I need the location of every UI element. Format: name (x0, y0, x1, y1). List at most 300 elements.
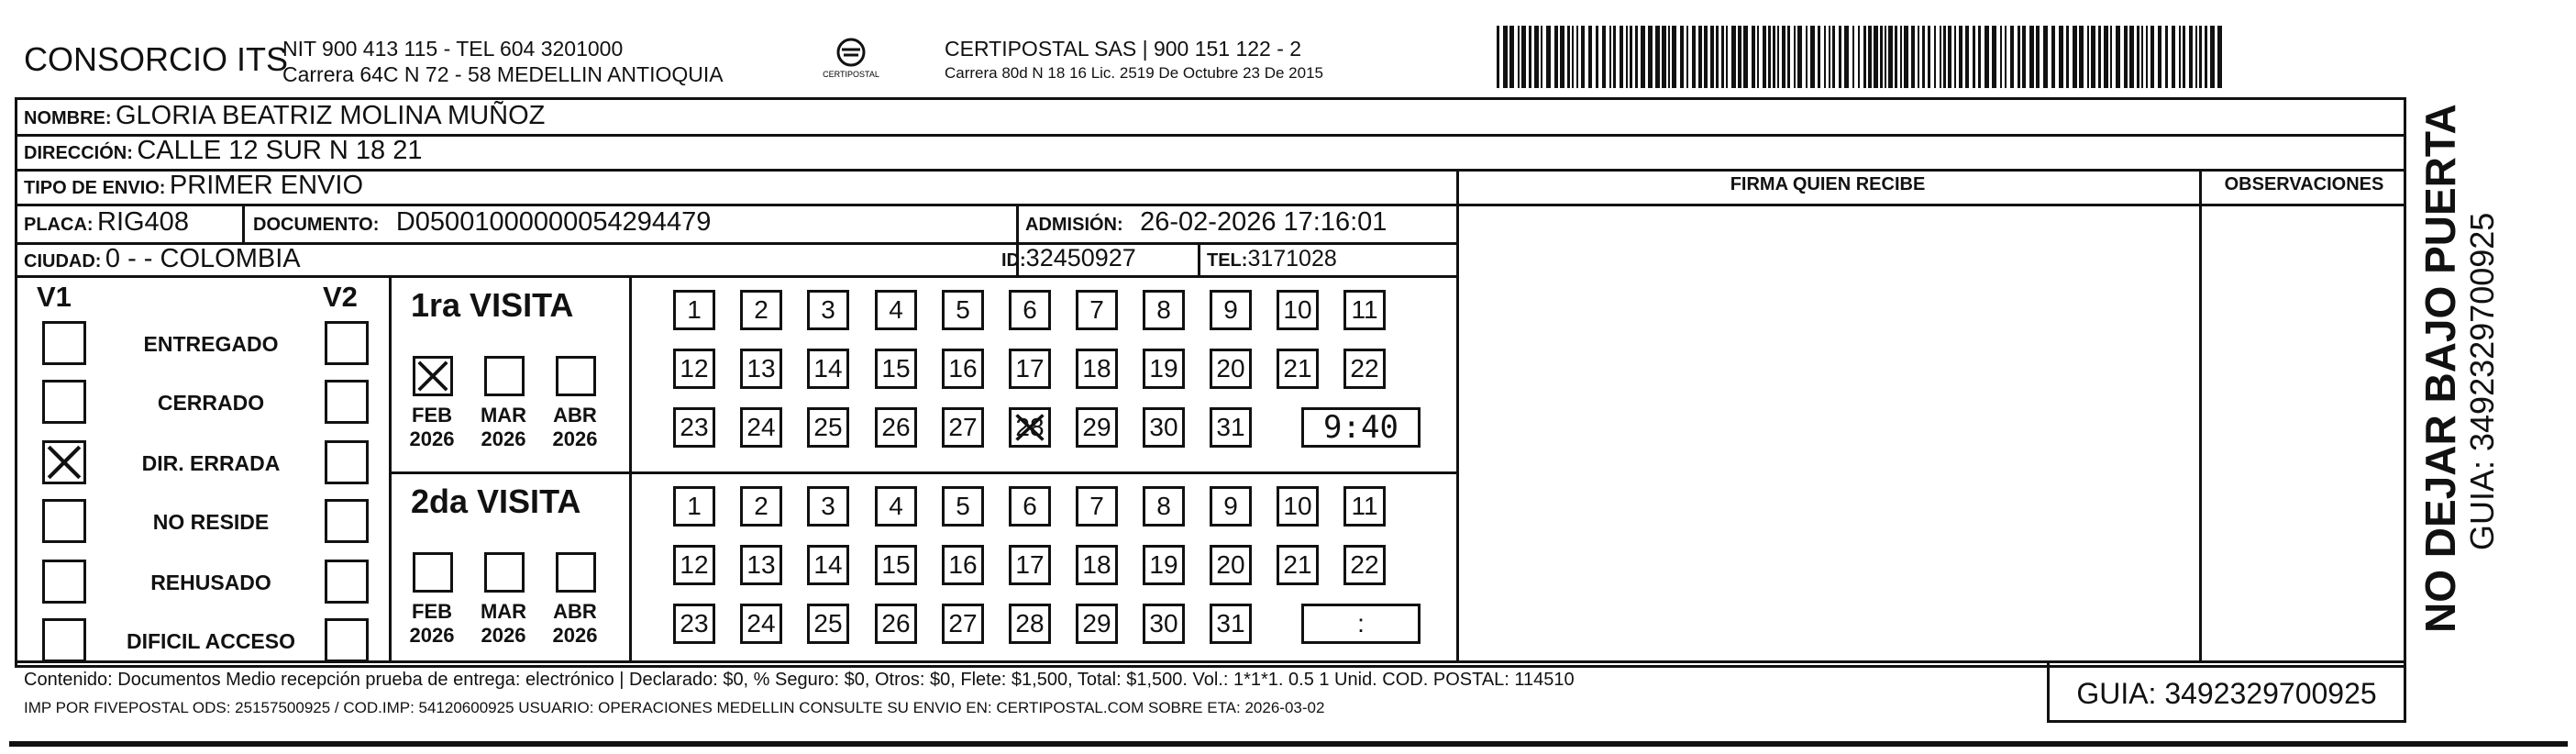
barcode-bar (1655, 26, 1660, 88)
month-year: 2026 (552, 427, 598, 450)
day-box[interactable] (1009, 290, 1051, 330)
day-box[interactable] (942, 604, 984, 644)
barcode-bar (1782, 26, 1786, 88)
day-number: 25 (813, 413, 843, 441)
day-box[interactable] (942, 486, 984, 527)
day-box[interactable] (740, 604, 782, 644)
barcode-bar (1844, 26, 1849, 88)
day-number: 3 (821, 492, 835, 520)
direccion-label: DIRECCIÓN: (24, 143, 133, 163)
day-box[interactable] (942, 407, 984, 448)
month-label (543, 404, 607, 451)
status-v1-checkbox[interactable] (42, 440, 86, 484)
tel-label: TEL: (1207, 250, 1248, 271)
day-box[interactable] (1076, 545, 1118, 585)
company-name: CONSORCIO ITS (24, 40, 289, 78)
barcode-bar (1541, 26, 1542, 88)
month-year: 2026 (409, 427, 455, 450)
day-box[interactable] (673, 604, 715, 644)
observaciones-area[interactable] (2203, 207, 2405, 659)
barcode-bar (2010, 26, 2014, 88)
barcode-bar (1576, 26, 1578, 88)
day-number: 17 (1015, 550, 1045, 579)
barcode-bar (1588, 26, 1592, 88)
visit-time-field[interactable] (1301, 407, 1421, 448)
day-number: 24 (746, 609, 776, 638)
barcode-bar (1596, 26, 1598, 88)
barcode-bar (1620, 26, 1623, 88)
day-number: 8 (1156, 295, 1171, 324)
day-number: 26 (881, 413, 911, 441)
day-number: 22 (1350, 550, 1379, 579)
month-name: ABR (553, 404, 597, 427)
status-label: DIFICIL ACCESO (126, 629, 295, 653)
barcode-bar (2205, 26, 2207, 88)
tel-value: 3171028 (1247, 246, 1337, 272)
day-number: 12 (680, 550, 709, 579)
day-number: 19 (1149, 354, 1178, 383)
day-box[interactable] (1143, 604, 1185, 644)
admision-label: ADMISIÓN: (1025, 215, 1123, 235)
day-box[interactable] (1143, 545, 1185, 585)
barcode-bar (1602, 26, 1606, 88)
carrier-sub: Carrera 80d N 18 16 Lic. 2519 De Octubre 23 De 2015 (945, 64, 1323, 82)
visit-title: 2da VISITA (411, 482, 581, 520)
barcode-bar (1787, 26, 1790, 88)
barcode-bar (1680, 26, 1684, 88)
month-year: 2026 (409, 624, 455, 647)
barcode-bar (2129, 26, 2134, 88)
month-label (543, 600, 607, 648)
day-number: 6 (1023, 492, 1037, 520)
barcode-bar (1509, 26, 1514, 88)
barcode-bar (1613, 26, 1616, 88)
barcode-bar (1752, 26, 1755, 88)
day-box[interactable] (1343, 486, 1386, 527)
barcode-bar (1928, 26, 1930, 88)
day-box[interactable] (1143, 486, 1185, 527)
barcode-bar (2158, 26, 2161, 88)
day-box[interactable] (807, 290, 849, 330)
day-box[interactable] (875, 349, 917, 389)
barcode-bar (2059, 26, 2063, 88)
day-box[interactable] (740, 486, 782, 527)
barcode-bar (1521, 26, 1526, 88)
barcode-bar (1794, 26, 1796, 88)
day-box[interactable] (807, 407, 849, 448)
barcode-bar (1572, 26, 1574, 88)
barcode-bar (1839, 26, 1841, 88)
day-box[interactable] (740, 407, 782, 448)
day-number: 12 (680, 354, 709, 383)
day-number: 6 (1023, 295, 1037, 324)
barcode-bar (2150, 26, 2154, 88)
day-box[interactable] (1076, 349, 1118, 389)
status-v2-checkbox[interactable] (325, 321, 369, 365)
barcode-bar (1959, 26, 1962, 88)
day-number: 21 (1283, 354, 1312, 383)
day-box[interactable] (740, 290, 782, 330)
day-box[interactable] (1343, 349, 1386, 389)
documento-value: D05001000000054294479 (395, 207, 712, 237)
day-number: 21 (1283, 550, 1312, 579)
admision-value: 26-02-2026 17:16:01 (1140, 207, 1388, 237)
barcode-bar (1973, 26, 1975, 88)
day-box[interactable] (673, 290, 715, 330)
day-box[interactable] (1277, 349, 1319, 389)
status-v2-checkbox[interactable] (325, 380, 369, 424)
certipostal-logo (814, 37, 888, 88)
status-v1-checkbox[interactable] (42, 321, 86, 365)
barcode-bar (2043, 26, 2048, 88)
barcode-bar (1943, 26, 1946, 88)
barcode-bar (1797, 26, 1802, 88)
side-warning: NO DEJAR BAJO PUERTA (2416, 104, 2464, 633)
day-box[interactable] (1277, 486, 1319, 527)
barcode-bar (1773, 26, 1775, 88)
month-label (400, 404, 464, 451)
month-checkbox[interactable] (413, 356, 453, 396)
day-box[interactable] (1009, 604, 1051, 644)
day-box[interactable] (1009, 407, 1051, 448)
day-number: 14 (813, 550, 843, 579)
barcode-bar (2146, 26, 2148, 88)
day-box[interactable] (1210, 349, 1252, 389)
barcode-bar (1888, 26, 1893, 88)
day-check-mark (1013, 412, 1046, 443)
status-v2-checkbox[interactable] (325, 440, 369, 484)
day-box[interactable] (875, 604, 917, 644)
barcode-bar (1777, 26, 1779, 88)
barcode-bar (1806, 26, 1808, 88)
barcode-bar (2165, 26, 2168, 88)
barcode-bar (1911, 26, 1915, 88)
barcode-bar (1965, 26, 1969, 88)
day-number: 20 (1216, 550, 1245, 579)
day-number: 16 (948, 550, 978, 579)
day-box[interactable] (740, 349, 782, 389)
barcode-bar (1641, 26, 1645, 88)
barcode-bar (1630, 26, 1632, 88)
barcode-bar (2036, 26, 2040, 88)
barcode-bar (1704, 26, 1708, 88)
barcode-bar (1662, 26, 1666, 88)
barcode-bar (1672, 26, 1676, 88)
barcode-bar (1768, 26, 1771, 88)
day-box[interactable] (875, 290, 917, 330)
barcode-bar (2116, 26, 2120, 88)
v1-header: V1 (37, 281, 72, 313)
day-box[interactable] (1076, 486, 1118, 527)
day-number: 9 (1223, 492, 1238, 520)
month-name: FEB (412, 600, 452, 623)
day-box[interactable] (673, 407, 715, 448)
barcode-bar (2091, 26, 2095, 88)
day-box[interactable] (1143, 349, 1185, 389)
month-label (471, 600, 536, 648)
barcode-bar (1895, 26, 1897, 88)
barcode-bar (1518, 26, 1520, 88)
day-box[interactable] (1009, 349, 1051, 389)
month-year: 2026 (481, 624, 526, 647)
barcode-bar (2073, 26, 2077, 88)
barcode (1497, 26, 2230, 88)
barcode-bar (1978, 26, 1981, 88)
barcode-bar (1900, 26, 1902, 88)
status-v1-checkbox[interactable] (42, 618, 86, 662)
day-number: 31 (1216, 413, 1245, 441)
barcode-bar (1686, 26, 1688, 88)
barcode-bar (1534, 26, 1539, 88)
month-name: MAR (480, 404, 527, 427)
status-v1-checkbox[interactable] (42, 499, 86, 543)
barcode-bar (1954, 26, 1956, 88)
status-label: REHUSADO (150, 571, 271, 594)
day-number: 10 (1283, 295, 1312, 324)
direccion-value: CALLE 12 SUR N 18 21 (137, 136, 423, 165)
day-number: 2 (754, 295, 768, 324)
visit-title: 1ra VISITA (411, 286, 574, 324)
barcode-bar (2000, 26, 2002, 88)
barcode-bar (2005, 26, 2007, 88)
day-number: 9 (1223, 295, 1238, 324)
imp-line: IMP POR FIVEPOSTAL ODS: 25157500925 / COD.IMP: 54120600925 USUARIO: OPERACIONES MEDELLIN CONSULTE SU ENVIO EN: CERTIPOSTAL.COM SOBRE ETA: 2026-03-02 (24, 699, 1325, 716)
barcode-bar (2195, 26, 2197, 88)
tipo-envio-label: TIPO DE ENVIO: (24, 178, 166, 198)
day-box[interactable] (875, 407, 917, 448)
day-number: 8 (1156, 492, 1171, 520)
day-number: 27 (948, 609, 978, 638)
visit-time-value: 9:40 (1323, 409, 1399, 446)
month-name: MAR (480, 600, 527, 623)
day-box[interactable] (807, 349, 849, 389)
barcode-bar (1918, 26, 1919, 88)
day-number: 19 (1149, 550, 1178, 579)
barcode-bar (1609, 26, 1611, 88)
day-number: 18 (1082, 354, 1111, 383)
day-number: 30 (1149, 609, 1178, 638)
barcode-bar (1904, 26, 1908, 88)
barcode-bar (2137, 26, 2139, 88)
day-number: 18 (1082, 550, 1111, 579)
day-box[interactable] (1210, 486, 1252, 527)
barcode-bar (1743, 26, 1748, 88)
day-box[interactable] (1076, 604, 1118, 644)
day-box[interactable] (1210, 407, 1252, 448)
barcode-bar (1868, 26, 1872, 88)
barcode-bar (2051, 26, 2055, 88)
day-box[interactable] (673, 349, 715, 389)
day-number: 17 (1015, 354, 1045, 383)
day-number: 25 (813, 609, 843, 638)
barcode-bar (1635, 26, 1638, 88)
day-number: 1 (687, 492, 702, 520)
barcode-bar (1810, 26, 1815, 88)
status-v2-checkbox[interactable] (325, 560, 369, 604)
day-number: 11 (1351, 492, 1378, 520)
barcode-bar (1581, 26, 1585, 88)
day-number: 24 (746, 413, 776, 441)
day-number: 28 (1015, 413, 1045, 441)
barcode-bar (2189, 26, 2193, 88)
day-box[interactable] (1009, 486, 1051, 527)
month-label (400, 600, 464, 648)
nombre-label: NOMBRE: (24, 108, 112, 128)
status-v1-checkbox[interactable] (42, 560, 86, 604)
month-name: FEB (412, 404, 452, 427)
day-number: 10 (1283, 492, 1312, 520)
guia-footer: GUIA: 3492329700925 (2076, 677, 2377, 710)
day-number: 22 (1350, 354, 1379, 383)
barcode-bar (2124, 26, 2128, 88)
day-number: 7 (1089, 492, 1104, 520)
signature-area[interactable] (1460, 207, 2197, 659)
month-checkbox[interactable] (484, 552, 525, 593)
id-label: ID: (1001, 250, 1026, 271)
barcode-bar (2022, 26, 2026, 88)
month-checkbox[interactable] (556, 356, 596, 396)
barcode-bar (1497, 26, 1499, 88)
barcode-bar (1858, 26, 1860, 88)
barcode-bar (2210, 26, 2215, 88)
barcode-bar (1698, 26, 1702, 88)
day-box[interactable] (942, 349, 984, 389)
barcode-bar (1546, 26, 1551, 88)
barcode-bar (1757, 26, 1759, 88)
day-number: 30 (1149, 413, 1178, 441)
day-box[interactable] (1076, 407, 1118, 448)
barcode-bar (2217, 26, 2222, 88)
day-box[interactable] (1343, 290, 1386, 330)
id-value: 32450927 (1025, 244, 1136, 272)
barcode-bar (1992, 26, 1996, 88)
day-box[interactable] (807, 604, 849, 644)
barcode-bar (1832, 26, 1835, 88)
status-v1-checkbox[interactable] (42, 380, 86, 424)
day-box[interactable] (673, 486, 715, 527)
day-box[interactable] (1009, 545, 1051, 585)
svg-text:CERTIPOSTAL: CERTIPOSTAL (823, 70, 879, 79)
barcode-bar (1985, 26, 1989, 88)
day-number: 26 (881, 609, 911, 638)
barcode-bar (1710, 26, 1714, 88)
v2-header: V2 (323, 281, 358, 313)
day-number: 4 (889, 295, 903, 324)
day-box[interactable] (673, 545, 715, 585)
ciudad-value: 0 - - COLOMBIA (105, 244, 301, 273)
status-label: ENTREGADO (143, 332, 279, 356)
month-checkbox[interactable] (484, 356, 525, 396)
day-number: 27 (948, 413, 978, 441)
day-number: 28 (1015, 609, 1045, 638)
day-number: 29 (1082, 609, 1111, 638)
day-number: 14 (813, 354, 843, 383)
barcode-bar (1503, 26, 1508, 88)
barcode-bar (2079, 26, 2084, 88)
barcode-bar (1560, 26, 1564, 88)
day-number: 31 (1216, 609, 1245, 638)
day-box[interactable] (875, 545, 917, 585)
barcode-bar (1874, 26, 1878, 88)
address-line: Carrera 64C N 72 - 58 MEDELLIN ANTIOQUIA (282, 62, 724, 86)
barcode-bar (1818, 26, 1820, 88)
firma-header: FIRMA QUIEN RECIBE (1730, 174, 1926, 194)
barcode-bar (1738, 26, 1741, 88)
barcode-bar (2141, 26, 2143, 88)
barcode-bar (1824, 26, 1826, 88)
day-number: 7 (1089, 295, 1104, 324)
day-box[interactable] (1143, 407, 1185, 448)
barcode-bar (1863, 26, 1866, 88)
day-number: 5 (956, 295, 970, 324)
day-box[interactable] (942, 290, 984, 330)
day-number: 5 (956, 492, 970, 520)
placa-value: RIG408 (97, 207, 189, 237)
barcode-bar (2018, 26, 2020, 88)
barcode-bar (1567, 26, 1570, 88)
day-box[interactable] (1076, 290, 1118, 330)
barcode-bar (1948, 26, 1951, 88)
barcode-bar (1731, 26, 1736, 88)
day-number: 3 (821, 295, 835, 324)
observaciones-header: OBSERVACIONES (2224, 174, 2384, 194)
status-v2-checkbox[interactable] (325, 499, 369, 543)
day-box[interactable] (1210, 545, 1252, 585)
barcode-bar (1716, 26, 1719, 88)
day-number: 1 (687, 295, 702, 324)
placa-label: PLACA: (24, 215, 94, 235)
day-number: 29 (1082, 413, 1111, 441)
barcode-bar (1648, 26, 1653, 88)
barcode-bar (2066, 26, 2069, 88)
status-v2-checkbox[interactable] (325, 618, 369, 662)
barcode-bar (2087, 26, 2089, 88)
month-checkbox[interactable] (413, 552, 453, 593)
day-number: 13 (746, 550, 776, 579)
day-box[interactable] (1277, 545, 1319, 585)
month-checkbox[interactable] (556, 552, 596, 593)
barcode-bar (2172, 26, 2175, 88)
visit-time-value: : (1357, 609, 1365, 638)
day-box[interactable] (1277, 290, 1319, 330)
barcode-bar (2029, 26, 2034, 88)
day-number: 15 (881, 550, 911, 579)
month-year: 2026 (481, 427, 526, 450)
barcode-bar (2183, 26, 2185, 88)
day-box[interactable] (740, 545, 782, 585)
day-box[interactable] (1210, 290, 1252, 330)
month-label (471, 404, 536, 451)
day-box[interactable] (875, 486, 917, 527)
day-box[interactable] (807, 486, 849, 527)
day-box[interactable] (1343, 545, 1386, 585)
barcode-bar (1922, 26, 1925, 88)
month-year: 2026 (552, 624, 598, 647)
barcode-bar (1721, 26, 1724, 88)
tipo-envio-value: PRIMER ENVIO (169, 171, 364, 200)
day-box[interactable] (942, 545, 984, 585)
day-box[interactable] (807, 545, 849, 585)
barcode-bar (1934, 26, 1936, 88)
carrier-line: CERTIPOSTAL SAS | 900 151 122 - 2 (945, 37, 1302, 61)
barcode-bar (1692, 26, 1696, 88)
day-box[interactable] (1210, 604, 1252, 644)
day-box[interactable] (1143, 290, 1185, 330)
barcode-bar (2098, 26, 2101, 88)
status-label: CERRADO (157, 391, 265, 415)
bottom-rule (9, 741, 2568, 747)
visit-time-field[interactable] (1301, 604, 1421, 644)
